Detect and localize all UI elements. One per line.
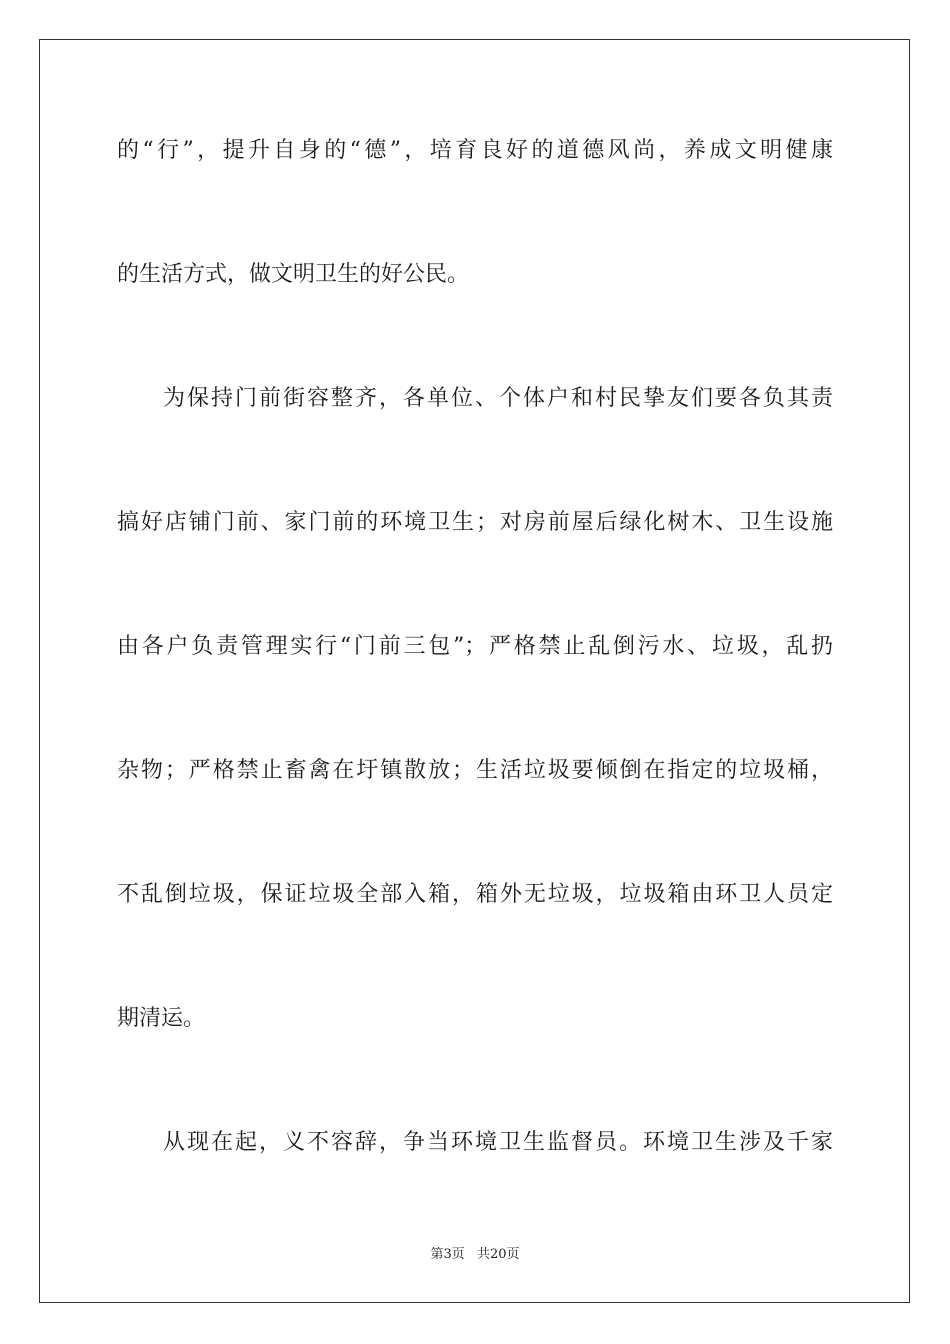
paragraph-line: 由各户负责管理实行“门前三包”；严格禁止乱倒污水、垃圾，乱扔	[117, 634, 833, 659]
paragraph-line: 搞好店铺门前、家门前的环境卫生；对房前屋后绿化树木、卫生设施	[117, 510, 833, 535]
page-total: 共20页	[476, 1247, 520, 1262]
page-border	[39, 39, 910, 1303]
paragraph-line: 的“行”，提升自身的“德”，培育良好的道德风尚，养成文明健康	[117, 138, 833, 163]
page-footer	[0, 1246, 950, 1264]
paragraph-line: 从现在起，义不容辞，争当环境卫生监督员。环境卫生涉及千家	[163, 1130, 833, 1155]
paragraph-line: 期清运。	[117, 1006, 206, 1031]
paragraph-line: 杂物；严格禁止畜禽在圩镇散放；生活垃圾要倾倒在指定的垃圾桶，	[117, 758, 833, 783]
paragraph-line: 的生活方式，做文明卫生的好公民。	[117, 262, 470, 287]
paragraph-line: 不乱倒垃圾，保证垃圾全部入箱，箱外无垃圾，垃圾箱由环卫人员定	[117, 882, 833, 907]
page-number: 第3页	[430, 1247, 465, 1262]
paragraph-line: 为保持门前街容整齐，各单位、个体户和村民挚友们要各负其责	[163, 386, 833, 411]
